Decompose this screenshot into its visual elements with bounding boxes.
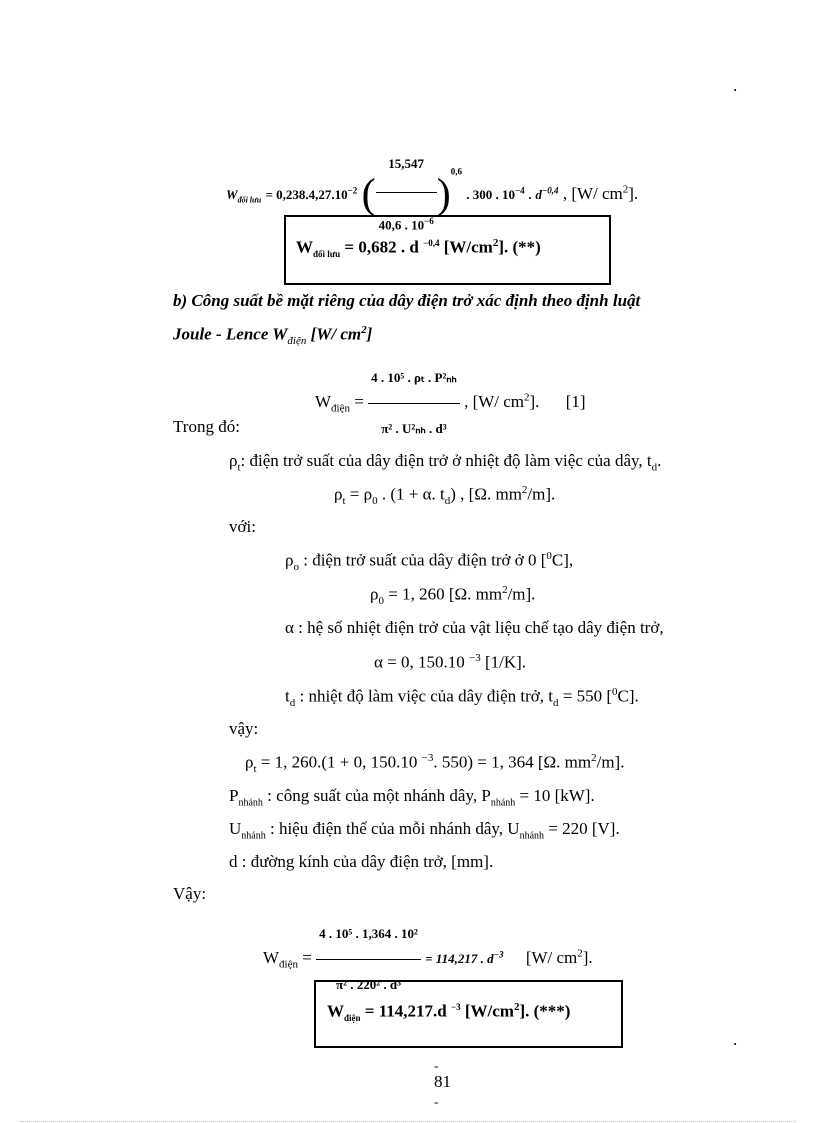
eq1-part3: . $d^{-0,4}$ [528, 185, 559, 202]
eq1-fraction: $\frac{15,547}{40,6 . 10^{-6}}$ [376, 138, 437, 251]
rho-t-definition: $\rho_t$: điện trở suất của dây điện trở ở nhiệt độ làm việc của dây, $t_d$. [229, 451, 662, 474]
reference-marker: [1] [565, 392, 586, 412]
vay-label-2: Vậy: [173, 884, 207, 903]
section-heading-line1: b) Công suất bề mặt riêng của dây điện trở xác định theo định luật [173, 291, 641, 310]
eq1-lhs: $W_{đối lưu}$ [226, 186, 262, 205]
u-nhanh-definition: $U_{nhánh}$ : hiệu điện thế của mỗi nhánh dây, $U_{nhánh} = 220$ [V]. [229, 819, 620, 842]
eq1-part2: . 300 . $10^{-4}$ [466, 185, 525, 202]
result-box-dien: $W_{điện} = 114,217.d$ $^{-3}$ $[W/cm^2]$. (***) [314, 980, 623, 1048]
rho-o-definition: $\rho_o$ : điện trở suất của dây điện trở ở 0 [$^0$C], [285, 550, 574, 574]
eq1-unit: , [W/ $cm^2$]. [562, 182, 639, 203]
corner-dot: . [733, 76, 738, 95]
trong-do-label: Trong đó: [173, 417, 240, 436]
result-box-doi-luu: $W_{đối lưu} = 0,682$ . d $^{-0,4}$ $[W/cm^2]$. (**) [284, 215, 611, 285]
rho-0-value: $\rho_0 = 1$, 260 [Ω. $mm^2/m$]. [370, 584, 536, 608]
p-nhanh-definition: $P_{nhánh}$ : công suất của một nhánh dây, $P_{nhánh} = 10$ [kW]. [229, 786, 595, 809]
voi-label: với: [229, 517, 256, 536]
corner-dot-bottom: . [733, 1030, 738, 1049]
bottom-dotted-border [20, 1121, 796, 1122]
alpha-definition: α : hệ số nhiệt điện trở của vật liệu chế tạo dây điện trở, [285, 618, 664, 637]
equation-w-dien-calculation: $W_{điện}$ = $\frac{\text{4 . 10⁵ . 1,364 . 10²}}{\text{π² . 220² . d³}}$ = 114,217 . $d^{-3}$ [W/ $cm^2$]. [263, 911, 593, 957]
page-number-dash-bottom: - [434, 1094, 439, 1109]
section-heading-line2: Joule - Lence $W_{điện}$ [W/ $cm^2$] [173, 324, 373, 348]
rho-t-formula: $\rho_t = \rho_0$ . (1 + α. $t_d$) , [Ω. $mm^2/m$]. [334, 484, 556, 508]
vay-label-1: vậy: [229, 719, 259, 738]
alpha-value: α = 0, 150.10 $^{-3}$ [1/K]. [374, 652, 527, 672]
page-number: 81 [434, 1072, 451, 1091]
eq1-part1: = $0,238.4,27.10^{-2}$ [265, 185, 358, 202]
d-definition: d : đường kính của dây điện trở, [mm]. [229, 852, 494, 871]
rho-t-calculation: $\rho_t = 1$, 260.(1 + 0, 150.10 $^{-3}$. 550) = 1, 364 [Ω. $mm^2/m$]. [245, 752, 625, 776]
page-number-dash-top: - [434, 1058, 439, 1073]
td-definition: $t_d$ : nhiệt độ làm việc của dây điện trở, $t_d = 550$ [$^0$C]. [285, 686, 639, 710]
equation-w-doi-luu: $W_{đối lưu} = 0,238.4,27.10^{-2}$ ( $\frac{15,547}{40,6 . 10^{-6}}$ )$^{0,6}$ . 300 . $10^{-4}$ . $d^{-0,4}$ , [W/ $cm^2$]. [226, 138, 638, 190]
equation-w-dien-formula: $W_{điện}$ = $\frac{\text{4 . 10⁵ . ρₜ . P²ₙₕ}}{\text{π² . U²ₙₕ . d³}}$ , [W/ $cm^2$]. [1] [315, 355, 586, 401]
